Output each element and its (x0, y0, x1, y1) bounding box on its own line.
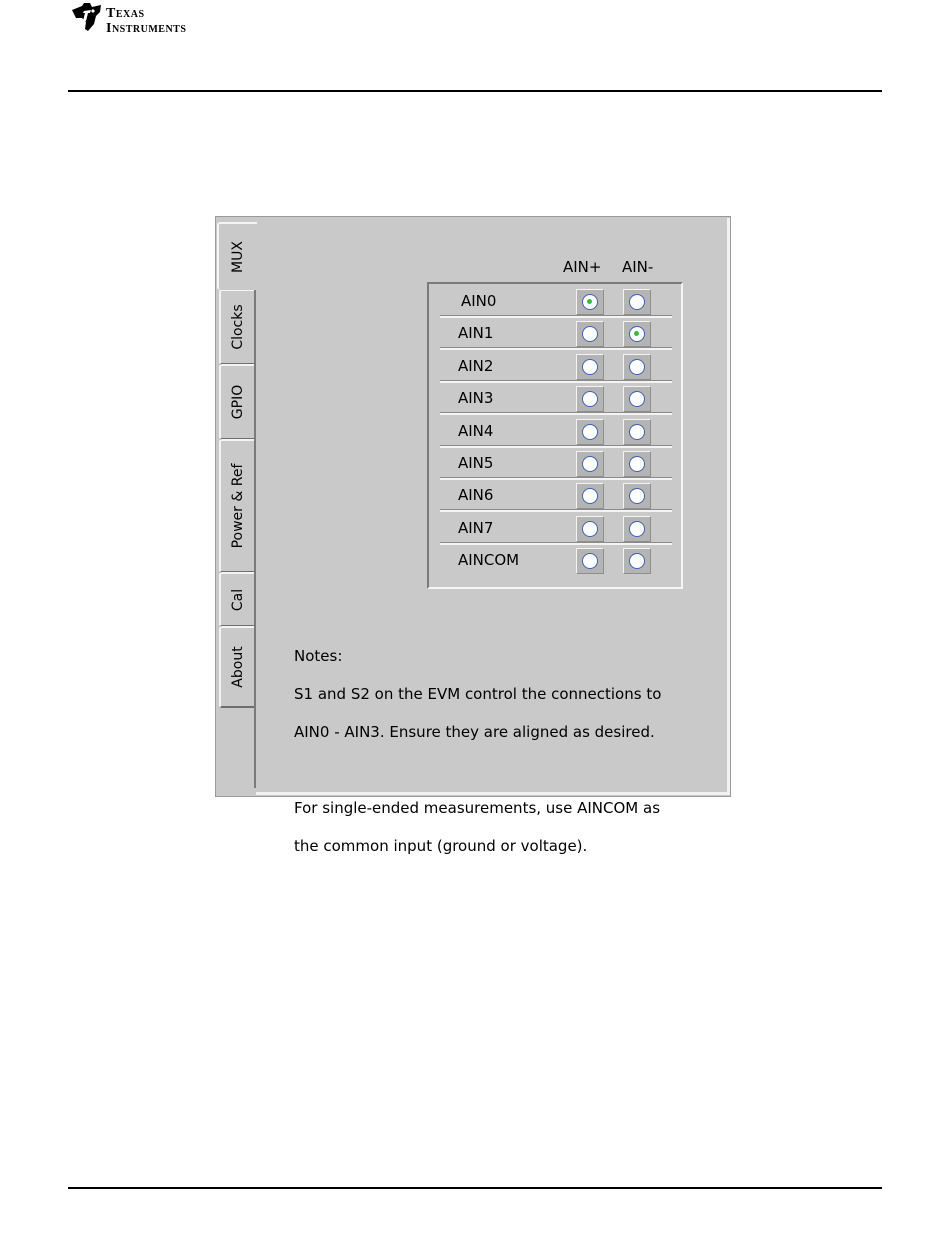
mux-row-label: AINCOM (458, 551, 520, 570)
ain-minus-header: AIN- (622, 258, 654, 276)
mux-row-ain2 (440, 351, 672, 383)
mux-row-label: AIN1 (458, 324, 494, 343)
tab-strip (216, 217, 256, 796)
mux-row-ain3 (440, 383, 672, 415)
ti-logo-icon (70, 2, 104, 32)
ti-logo (70, 2, 240, 40)
tab-label: Cal (230, 588, 246, 611)
radio-ain4-plus[interactable] (582, 424, 598, 440)
radio-cell-plus (576, 419, 604, 445)
tab-mux[interactable] (217, 222, 257, 290)
footer-rule (68, 1187, 882, 1189)
radio-cell-plus (576, 321, 604, 347)
ain-plus-header: AIN+ (563, 258, 602, 276)
tab-clocks[interactable] (219, 289, 255, 365)
tab-label: GPIO (230, 384, 246, 420)
radio-cell-plus (576, 548, 604, 574)
mux-row-ain1 (440, 318, 672, 350)
radio-cell-minus (623, 548, 651, 574)
radio-cell-minus (623, 483, 651, 509)
mux-row-label: AIN3 (458, 389, 494, 408)
radio-cell-minus (623, 419, 651, 445)
tab-gpio[interactable] (219, 364, 255, 440)
mux-row-label: AIN2 (458, 356, 494, 375)
logo-text: Texas Instruments (106, 6, 187, 36)
mux-row-ain5 (440, 448, 672, 480)
radio-cell-plus (576, 483, 604, 509)
radio-ain5-plus[interactable] (582, 456, 598, 472)
tab-cal[interactable] (219, 572, 255, 627)
tab-label: Power & Ref (230, 463, 246, 549)
mux-row-label: AIN0 (461, 292, 497, 310)
radio-cell-minus (623, 354, 651, 380)
header-rule (68, 90, 882, 92)
radio-ain3-minus[interactable] (629, 391, 645, 407)
radio-ain0-plus[interactable] (582, 294, 598, 310)
mux-tab-content (256, 218, 730, 855)
radio-ain0-minus[interactable] (629, 294, 645, 310)
notes-line: the common input (ground or voltage). (294, 837, 588, 855)
radio-ain2-minus[interactable] (629, 359, 645, 375)
radio-ain1-plus[interactable] (582, 326, 598, 342)
mux-panel (215, 216, 731, 855)
mux-row-ain4 (440, 416, 672, 448)
notes-heading: Notes: (294, 647, 343, 665)
mux-row-aincom (440, 545, 672, 577)
radio-ain2-plus[interactable] (582, 359, 598, 375)
radio-cell-minus (623, 516, 651, 542)
radio-ain6-minus[interactable] (629, 488, 645, 504)
radio-cell-plus (576, 289, 604, 315)
radio-ain5-minus[interactable] (629, 456, 645, 472)
notes-text (294, 628, 714, 875)
mux-row-label: AIN4 (458, 421, 494, 440)
tab-label: About (230, 646, 246, 688)
radio-cell-plus (576, 451, 604, 477)
mux-row-ain6 (440, 480, 672, 512)
mux-grid (427, 282, 683, 589)
tab-label: Clocks (230, 304, 246, 350)
radio-ain6-plus[interactable] (582, 488, 598, 504)
tab-label: MUX (230, 241, 246, 273)
radio-ain4-minus[interactable] (629, 424, 645, 440)
mux-row-label: AIN5 (458, 454, 494, 472)
radio-cell-plus (576, 386, 604, 412)
radio-cell-plus (576, 354, 604, 380)
mux-row-label: AIN7 (458, 518, 494, 537)
mux-row-label: AIN6 (458, 486, 494, 505)
radio-ain7-plus[interactable] (582, 521, 598, 537)
radio-cell-minus (623, 386, 651, 412)
radio-ain1-minus[interactable] (629, 326, 645, 342)
mux-row-ain0 (440, 286, 672, 318)
radio-aincom-plus[interactable] (582, 553, 598, 569)
radio-ain3-plus[interactable] (582, 391, 598, 407)
notes-line: S1 and S2 on the EVM control the connections to (294, 685, 662, 703)
notes-spacer (294, 761, 714, 780)
radio-cell-plus (576, 516, 604, 542)
radio-cell-minus (623, 451, 651, 477)
notes-line: AIN0 - AIN3. Ensure they are aligned as desired. (294, 723, 655, 741)
mux-row-ain7 (440, 513, 672, 545)
radio-cell-minus (623, 289, 651, 315)
radio-aincom-minus[interactable] (629, 553, 645, 569)
radio-cell-minus (623, 321, 651, 347)
tab-about[interactable] (219, 626, 255, 708)
tab-power-ref[interactable] (219, 439, 255, 573)
radio-ain7-minus[interactable] (629, 521, 645, 537)
notes-line: For single-ended measurements, use AINCOM as (294, 799, 661, 817)
